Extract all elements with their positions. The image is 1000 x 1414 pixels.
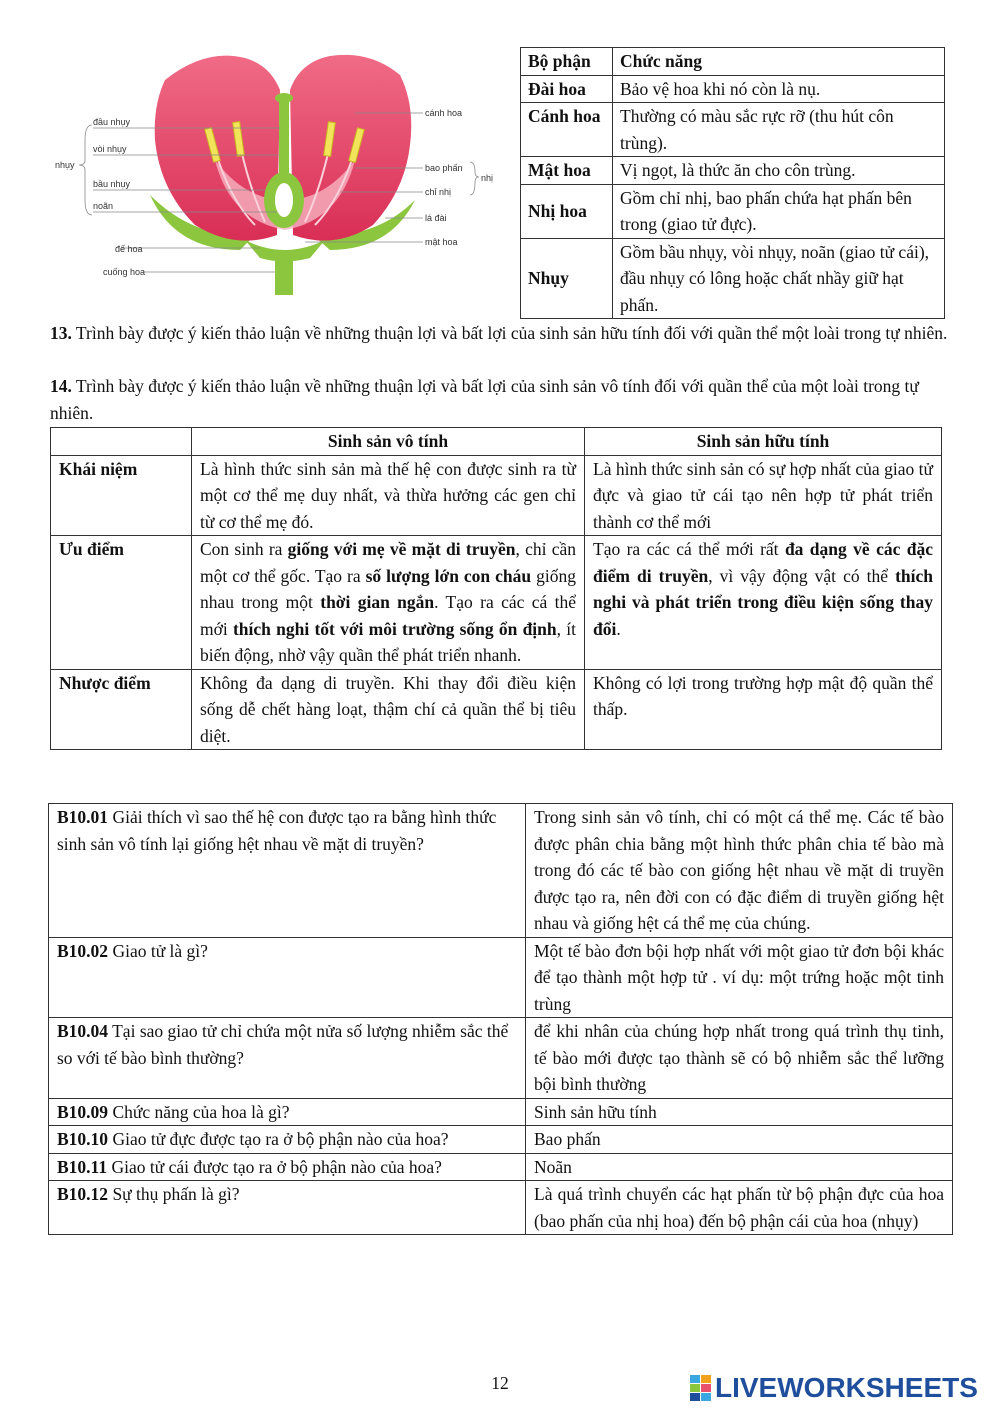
qa-question: B10.12 Sự thụ phấn là gì? [49,1181,526,1235]
label-style: vòi nhụy [93,144,127,154]
logo-icon [690,1375,712,1401]
part-function: Gồm bầu nhụy, vòi nhụy, noãn (giao tử cái), đầu nhụy có lông hoặc chất nhầy giữ hạt phấn. [613,238,945,319]
header-part: Bộ phận [521,48,613,76]
qa-answer: Noãn [526,1153,953,1181]
label-receptacle: đế hoa [115,244,143,254]
table-row [49,804,953,938]
qa-answer: Sinh sản hữu tính [526,1098,953,1126]
header-sexual: Sinh sản hữu tính [585,428,942,456]
question-14 [50,373,955,426]
part-name: Đài hoa [521,75,613,103]
disadvantage-sexual: Không có lợi trong trường hợp mật độ quần thể thấp. [585,669,942,750]
table-row [521,184,945,238]
label-petal: cánh hoa [425,108,463,118]
advantage-sexual: Tạo ra các cá thể mới rất đa dạng về các đặc điểm di truyền, vì vậy động vật có thể thích nghi và phát triển trong điều kiện sống thay đổi. [585,536,942,670]
concept-asexual: Là hình thức sinh sản mà thế hệ con được sinh ra từ một cơ thể mẹ duy nhất, và thừa hưởng các gen chỉ từ cơ thể mẹ đó. [192,455,585,536]
logo-text: LIVEWORKSHEETS [715,1372,978,1403]
row-label-disadvantage: Nhược điểm [51,669,192,750]
table-row [49,1181,953,1235]
label-anther: bao phấn [425,163,463,173]
table-header-row [51,428,942,456]
qa-answer: Một tế bào đơn bội hợp nhất với một giao tử đơn bội khác để tạo thành một hợp tử . ví dụ: một trứng hoặc một tinh trùng [526,937,953,1018]
row-label-concept: Khái niệm [51,455,192,536]
qa-question: B10.02 Giao tử là gì? [49,937,526,1018]
label-ovule: noãn [93,201,114,211]
label-nectary: mật hoa [425,237,458,247]
table-header-row [521,48,945,76]
table-row [51,536,942,670]
page-number: 12 [491,1373,509,1393]
row-label-advantage: Ưu điểm [51,536,192,670]
question-13-text: Trình bày được ý kiến thảo luận về những thuận lợi và bất lợi của sinh sản hữu tính đối với quần thể một loài trong tự nhiên. [71,323,948,343]
table-row [521,238,945,319]
label-ovary: bầu nhụy [93,179,131,189]
table-row [521,103,945,157]
part-name: Cánh hoa [521,103,613,157]
qa-answer: để khi nhân của chúng hợp nhất trong quá trình thụ tinh, tế bào mới được tạo thành sẽ có bộ nhiễm sắc thể lưỡng bội bình thường [526,1018,953,1099]
concept-sexual: Là hình thức sinh sản có sự hợp nhất của giao tử đực và giao tử cái tạo nên hợp tử phát triển thành cơ thể mới [585,455,942,536]
label-stalk: cuống hoa [103,267,146,277]
qa-question: B10.04 Tại sao giao tử chỉ chứa một nửa số lượng nhiễm sắc thể so với tế bào bình thường? [49,1018,526,1099]
label-stamen: nhị [481,173,494,183]
table-row [49,937,953,1018]
header-blank [51,428,192,456]
qa-answer: Bao phấn [526,1126,953,1154]
table-row [51,455,942,536]
disadvantage-asexual: Không đa dạng di truyền. Khi thay đổi điều kiện sống dễ chết hàng loạt, thậm chí cả quần thể bị tiêu diệt. [192,669,585,750]
qa-table [48,803,953,1235]
part-name: Mật hoa [521,157,613,185]
question-13-number: 13. [50,323,72,343]
qa-question: B10.01 Giải thích vì sao thế hệ con được tạo ra bằng hình thức sinh sản vô tính lại giống hệt nhau về mặt di truyền? [49,804,526,938]
part-name: Nhụy [521,238,613,319]
header-function: Chức năng [613,48,945,76]
part-name: Nhị hoa [521,184,613,238]
liveworksheets-logo[interactable] [690,1370,990,1406]
table-row [521,75,945,103]
part-function: Thường có màu sắc rực rỡ (thu hút côn trùng). [613,103,945,157]
reproduction-comparison-table [50,427,942,750]
qa-question: B10.11 Giao tử cái được tạo ra ở bộ phận nào của hoa? [49,1153,526,1181]
table-row [49,1018,953,1099]
question-13 [50,320,955,347]
table-row [49,1098,953,1126]
label-pistil: nhụy [55,160,75,170]
part-function: Vị ngọt, là thức ăn cho côn trùng. [613,157,945,185]
question-14-number: 14. [50,376,72,396]
qa-question: B10.09 Chức năng của hoa là gì? [49,1098,526,1126]
part-function: Bảo vệ hoa khi nó còn là nụ. [613,75,945,103]
label-sepal: lá đài [425,213,447,223]
part-function: Gồm chỉ nhị, bao phấn chứa hạt phấn bên trong (giao tử đực). [613,184,945,238]
flower-diagram [55,50,515,295]
advantage-asexual: Con sinh ra giống với mẹ về mặt di truyền, chỉ cần một cơ thể gốc. Tạo ra số lượng lớn con cháu giống nhau trong một thời gian ngắn. Tạo ra các cá thể mới thích nghi tốt với môi trường sống ổn định, ít biến động, nhờ vậy quần thể phát triển nhanh. [192,536,585,670]
question-14-text: Trình bày được ý kiến thảo luận về những thuận lợi và bất lợi của sinh sản vô tính đối với quần thể của một loài trong tự nhiên. [50,376,919,423]
qa-answer: Là quá trình chuyển các hạt phấn từ bộ phận đực của hoa (bao phấn của nhị hoa) đến bộ phận cái của hoa (nhụy) [526,1181,953,1235]
table-row [49,1126,953,1154]
table-row [49,1153,953,1181]
qa-answer: Trong sinh sản vô tính, chỉ có một cá thể mẹ. Các tế bào được phân chia bằng một hình thức phân chia tế bào mà trong đó các tế bào con giống hệt nhau về mặt di truyền được tạo ra, nên đời con có đặc điểm di truyền giống hệt nhau và giống hệt cá thể mẹ của chúng. [526,804,953,938]
table-row [521,157,945,185]
flower-parts-table [520,47,945,319]
label-filament: chỉ nhị [425,187,452,197]
table-row [51,669,942,750]
header-asexual: Sinh sản vô tính [192,428,585,456]
qa-question: B10.10 Giao tử đực được tạo ra ở bộ phận nào của hoa? [49,1126,526,1154]
label-stigma: đầu nhụy [93,117,131,127]
